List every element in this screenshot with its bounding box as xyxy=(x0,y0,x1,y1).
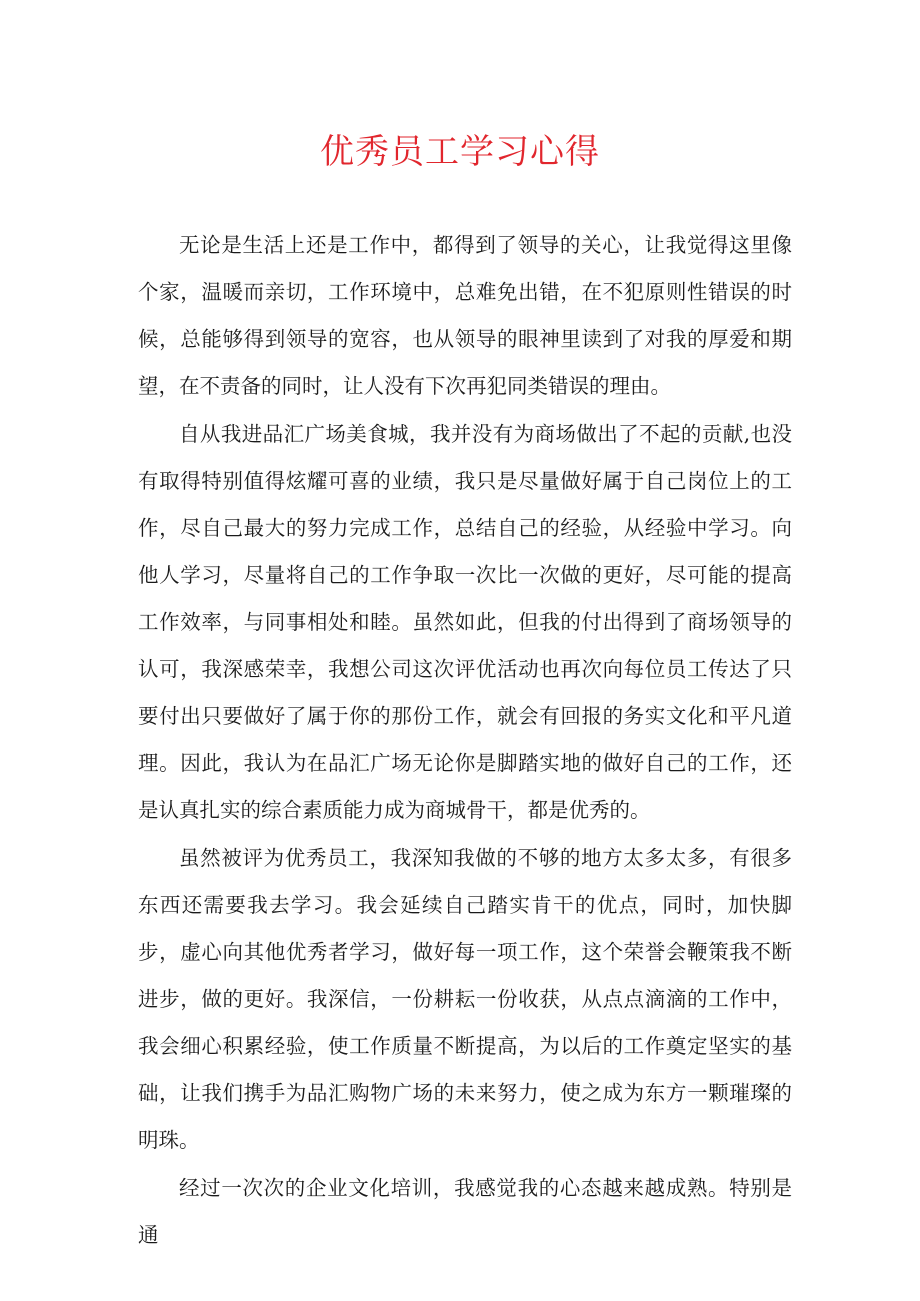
paragraph-2: 自从我进品汇广场美食城，我并没有为商场做出了不起的贡献,也没有取得特别值得炫耀可喜的业绩，我只是尽量做好属于自己岗位上的工作，尽自己最大的努力完成工作，总结自己的经验，从经验中学习。向他人学习，尽量将自己的工作争取一次比一次做的更好，尽可能的提高工作效率，与同事相处和睦。虽然如此，但我的付出得到了商场领导的认可，我深感荣幸，我想公司这次评优活动也再次向每位员工传达了只要付出只要做好了属于你的那份工作，就会有回报的务实文化和平凡道理。因此，我认为在品汇广场无论你是脚踏实地的做好自己的工作，还是认真扎实的综合素质能力成为商城骨干，都是优秀的。 xyxy=(138,422,792,822)
paragraph-1: 无论是生活上还是工作中，都得到了领导的关心，让我觉得这里像个家，温暖而亲切，工作环境中，总难免出错，在不犯原则性错误的时候，总能够得到领导的宽容，也从领导的眼神里读到了对我的厚爱和期望，在不责备的同时，让人没有下次再犯同类错误的理由。 xyxy=(138,233,792,398)
document-title: 优秀员工学习心得 xyxy=(320,132,600,172)
paragraph-4: 经过一次次的企业文化培训，我感觉我的心态越来越成熟。特别是通 xyxy=(138,1176,792,1247)
document-body xyxy=(138,222,792,1260)
paragraph-3: 虽然被评为优秀员工，我深知我做的不够的地方太多太多，有很多东西还需要我去学习。我会延续自己踏实肯干的优点，同时，加快脚步，虚心向其他优秀者学习，做好每一项工作，这个荣誉会鞭策我不断进步，做的更好。我深信，一份耕耘一份收获，从点点滴滴的工作中，我会细心积累经验，使工作质量不断提高，为以后的工作奠定坚实的基础，让我们携手为品汇购物广场的未来努力，使之成为东方一颗璀璨的明珠。 xyxy=(138,846,792,1152)
